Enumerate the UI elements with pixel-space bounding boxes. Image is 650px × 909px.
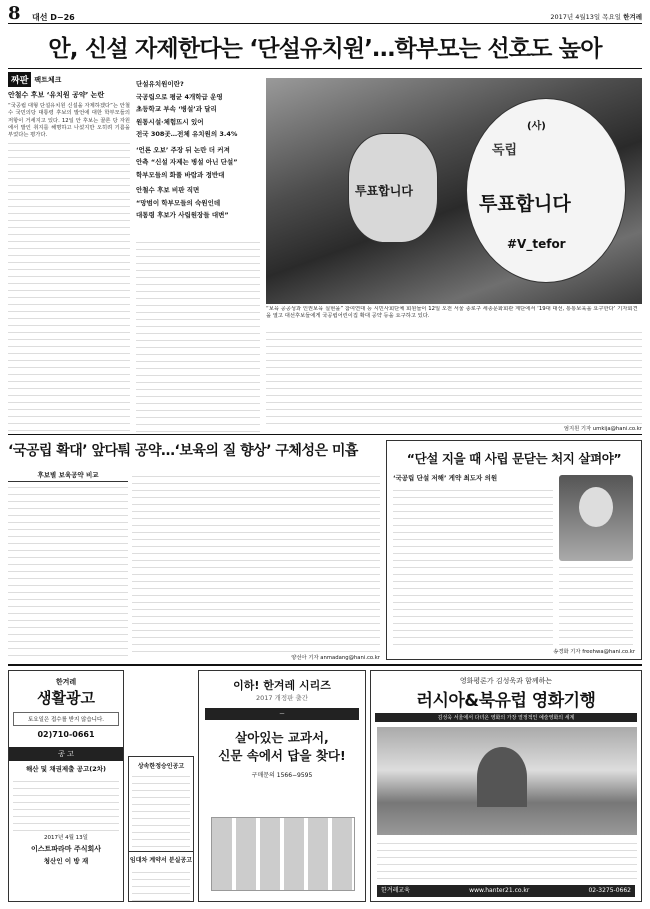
- factcheck-text-block: [8, 141, 130, 431]
- factcheck-body: “국공립 대형 단설유치원 신설을 자제하겠다”는 안철수 국민의당 대통령 후보의 발언에 대한 학부모들의 저항이 거세지고 있다. 12일 안 후보는 꿀론 당 자원에서 발인 취지를 해명하고 나섰지만 오히려 기름을 부었다는 평가다.: [8, 103, 130, 139]
- main-headline: 안, 신설 자제한다는 ‘단설유치원’…학부모는 선호도 높아: [48, 36, 602, 62]
- interview-body-2: [559, 565, 633, 645]
- ad-phone: 02)710-0661: [37, 730, 95, 739]
- book-covers: [211, 817, 355, 891]
- summary-box: 단설유치원이란? 국공립으로 평균 4개학급 운영 초등학교 부속 ‘병설’과 달리 원통시설·체험뜨시 있어 전국 308곳…전체 유치원의 3.4% ‘언론 오보’ 주장 뒤 논란 더 커져 안측 “신설 자제는 병설 아닌 단설” 학부모들의 화풀 바람과 정반대 안철수 후보 비판 직면 “망범이 학부모들의 숙원인데 대통령 후보가 사립원장들 대변”: [136, 80, 238, 219]
- issue-date: 2017년 4월13일 목요일 한겨레: [550, 13, 642, 21]
- protest-sign-2: 투표합니다: [348, 133, 438, 243]
- interview-headline: “단설 지을 때 사립 문닫는 처지 살펴야”: [406, 451, 622, 466]
- protest-sign: (사) 독립 투표합니다 #V_tefor: [466, 98, 626, 283]
- factcheck-tag: 팩트체크: [34, 75, 62, 84]
- divider: [8, 434, 642, 435]
- classified-ad: 한겨레 생활광고 토요일은 접수를 받지 않습니다. 02)710-0661 공 고 해산 및 채권제출 공고(2차) 2017년 4월 13일 이스트파라마 주식회사 청산인 이 방 재: [8, 670, 124, 902]
- page-number: 8: [8, 6, 21, 24]
- ad-note: 토요일은 접수를 받지 않습니다.: [13, 712, 119, 726]
- article1-byline: 엄지원 기자 umkija@hani.co.kr: [563, 426, 642, 432]
- article-body: [266, 328, 642, 424]
- pledge-table: [8, 484, 128, 656]
- section2-headline: ‘국공립 확대’ 앞다퉈 공약…‘보육의 질 향상’ 구체성은 미흡: [8, 443, 358, 459]
- notice-ad: 상속한정승인공고 임대차 계약서 분실공고: [128, 756, 194, 902]
- factcheck-subtitle: 안철수 후보 ‘유치원 공약’ 논란: [8, 91, 105, 99]
- section2-body: [132, 470, 380, 652]
- interview-body: [393, 485, 553, 645]
- interview-byline: 송경화 기자 freehwa@hani.co.kr: [553, 649, 635, 655]
- factcheck-column: [8, 72, 130, 432]
- book-ad: 이하! 한겨레 시리즈 2017 개정판 출간 — 살아있는 교과서, 신문 속에서 답을 찾다! 구매문의 1566−9595: [198, 670, 366, 902]
- page-header: [8, 6, 642, 24]
- section-label: 대선 D−26: [32, 13, 75, 22]
- section2-byline: 양선아 기자 anmadang@hani.co.kr: [291, 655, 380, 661]
- interview-subtitle: ‘국공립 단설 저해’ 게약 최도자 의원: [393, 474, 498, 482]
- divider: [8, 664, 642, 666]
- travel-ad: 영화평론가 김성욱과 함께하는 러시아&북유럽 영화기행 김성욱 서울에서 다녀온 영화의 가장 열정적인 예술영화의 세계 한겨레교육 www.hanter21.co.kr 02-3275-0662: [370, 670, 642, 902]
- pledge-table-title: 후보별 보육공약 비교: [8, 470, 128, 482]
- interview-box: [386, 440, 642, 660]
- photo-caption: “보육 공공성과 인권보육 실현을” 참여연대 등 시민사회단체 회원들이 12일 오전 서울 종로구 세종문화회관 계단에서 ‘19대 대선, 통통보육을 요구한다’ 기자회견을 열고 대선후보들에게 국공립어린이집 확대 공약 등을 요구하고 있다.: [266, 306, 638, 319]
- city-photo: [377, 727, 637, 835]
- factcheck-label: 짜판: [8, 72, 31, 87]
- article-column: [136, 242, 260, 432]
- divider: [8, 68, 642, 69]
- interviewee-photo: [559, 475, 633, 561]
- news-photo: [266, 78, 642, 304]
